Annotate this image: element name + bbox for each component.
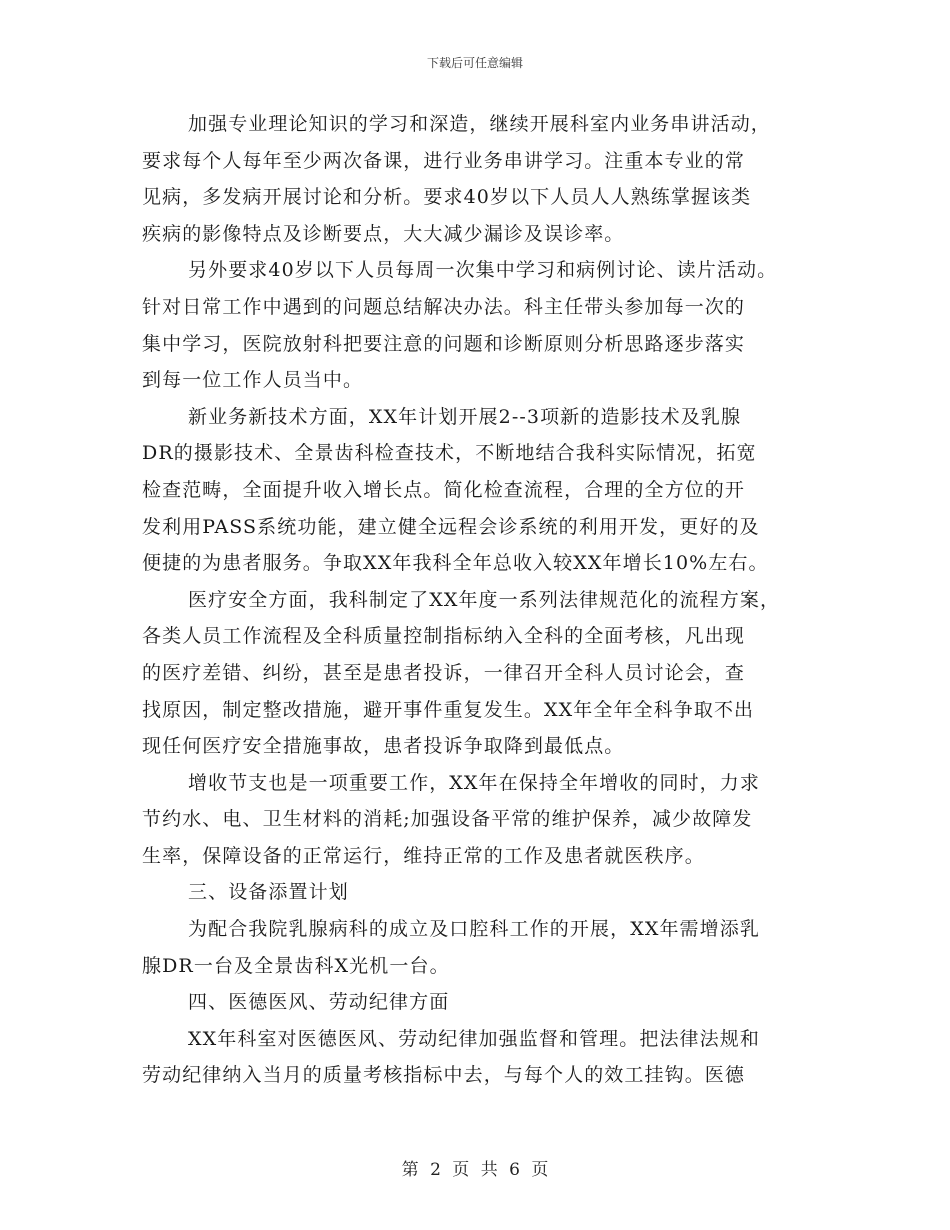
text-line: 增收节支也是一项重要工作，XX年在保持全年增收的同时，力求 [188, 771, 760, 794]
text-line: 腺DR一台及全景齿科X光机一台。 [142, 954, 450, 977]
text-line: 另外要求40岁以下人员每周一次集中学习和病例讨论、读片活动。 [188, 259, 778, 282]
text-line: 各类人员工作流程及全科质量控制指标纳入全科的全面考核，凡出现 [142, 625, 746, 648]
text-line: 劳动纪律纳入当月的质量考核指标中去，与每个人的效工挂钩。医德 [142, 1064, 746, 1087]
text-line: 医疗安全方面，我科制定了XX年度一系列法律规范化的流程方案， [188, 588, 781, 611]
text-line: DR的摄影技术、全景齿科检查技术，不断地结合我科实际情况，拓宽 [142, 442, 757, 465]
text-line: 检查范畴，全面提升收入增长点。简化检查流程，合理的全方位的开 [142, 478, 746, 501]
text-line: 发利用PASS系统功能，建立健全远程会诊系统的利用开发，更好的及 [142, 515, 760, 538]
text-line: 到每一位工作人员当中。 [142, 369, 364, 392]
text-line: 针对日常工作中遇到的问题总结解决办法。科主任带头参加每一次的 [142, 295, 746, 318]
text-line: 加强专业理论知识的学习和深造，继续开展科室内业务串讲活动， [188, 113, 771, 135]
text-line: 疾病的影像特点及诊断要点，大大减少漏诊及误诊率。 [142, 222, 625, 245]
text-line: 现任何医疗安全措施事故，患者投诉争取降到最低点。 [142, 735, 625, 758]
text-line: 的医疗差错、纠纷，甚至是患者投诉，一律召开全科人员讨论会，查 [142, 661, 746, 684]
document-body [142, 106, 822, 1094]
text-line: XX年科室对医德医风、劳动纪律加强监督和管理。把法律法规和 [188, 1027, 760, 1050]
text-line: 要求每个人每年至少两次备课，进行业务串讲学习。注重本专业的常 [142, 149, 746, 172]
page-number: 第 2 页 共 6 页 [401, 1160, 549, 1180]
text-line: 新业务新技术方面，XX年计划开展2--3项新的造影技术及乳腺 [188, 405, 742, 428]
text-line: 三、设备添置计划 [188, 881, 349, 904]
text-line: 见病，多发病开展讨论和分析。要求40岁以下人员人人熟练掌握该类 [142, 186, 752, 209]
text-line: 生率，保障设备的正常运行，维持正常的工作及患者就医秩序。 [142, 844, 705, 867]
header-note: 下载后可任意编辑 [426, 56, 523, 70]
text-line: 节约水、电、卫生材料的消耗;加强设备平常的维护保养，减少故障发 [142, 808, 753, 831]
text-line: 集中学习，医院放射科把要注意的问题和诊断原则分析思路逐步落实 [142, 332, 746, 355]
text-line: 便捷的为患者服务。争取XX年我科全年总收入较XX年增长10%左右。 [142, 552, 769, 575]
text-line: 找原因，制定整改措施，避开事件重复发生。XX年全年全科争取不出 [142, 698, 755, 721]
text-line: 四、医德医风、劳动纪律方面 [188, 991, 450, 1014]
text-line: 为配合我院乳腺病科的成立及口腔科工作的开展，XX年需增添乳 [188, 918, 760, 941]
